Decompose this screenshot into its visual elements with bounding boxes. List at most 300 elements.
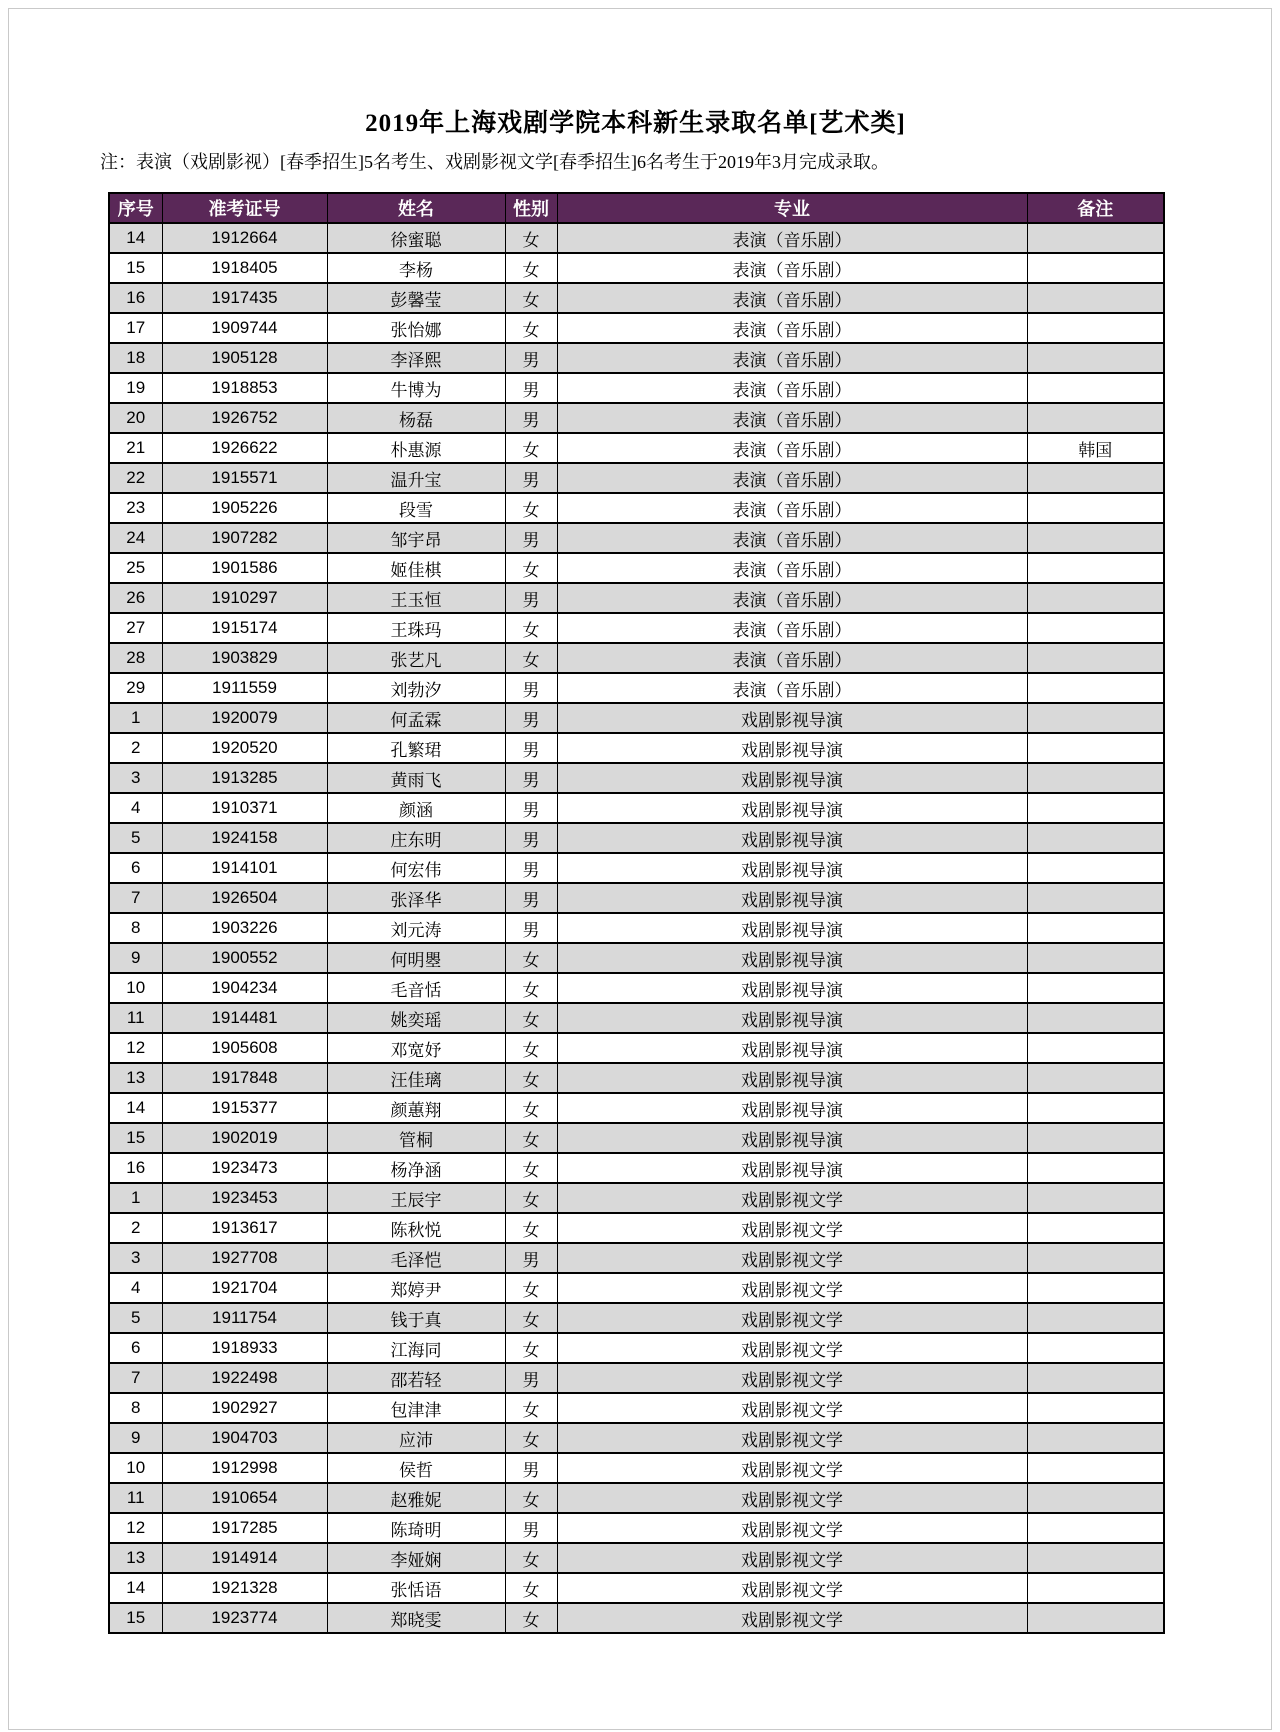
gender-cell: 女: [505, 1603, 557, 1633]
name-cell: 赵雅妮: [327, 1483, 505, 1513]
exam-id-cell: 1907282: [162, 523, 327, 553]
column-header: 性别: [505, 193, 557, 223]
remark-cell: [1027, 1213, 1164, 1243]
exam-id-cell: 1903226: [162, 913, 327, 943]
serial-cell: 14: [109, 223, 162, 253]
gender-cell: 女: [505, 1543, 557, 1573]
exam-id-cell: 1904703: [162, 1423, 327, 1453]
table-row: [109, 583, 1164, 613]
remark-cell: [1027, 1333, 1164, 1363]
name-cell: 毛泽恺: [327, 1243, 505, 1273]
table-row: [109, 1123, 1164, 1153]
name-cell: 王辰宇: [327, 1183, 505, 1213]
gender-cell: 男: [505, 1243, 557, 1273]
serial-cell: 6: [109, 1333, 162, 1363]
gender-cell: 女: [505, 283, 557, 313]
name-cell: 毛音恬: [327, 973, 505, 1003]
gender-cell: 女: [505, 943, 557, 973]
exam-id-cell: 1921704: [162, 1273, 327, 1303]
serial-cell: 1: [109, 703, 162, 733]
exam-id-cell: 1923453: [162, 1183, 327, 1213]
serial-cell: 29: [109, 673, 162, 703]
table-row: [109, 1093, 1164, 1123]
name-cell: 张怡娜: [327, 313, 505, 343]
exam-id-cell: 1902927: [162, 1393, 327, 1423]
name-cell: 李娅娴: [327, 1543, 505, 1573]
name-cell: 郑晓雯: [327, 1603, 505, 1633]
table-row: [109, 343, 1164, 373]
exam-id-cell: 1911754: [162, 1303, 327, 1333]
major-cell: 戏剧影视导演: [557, 1093, 1027, 1123]
page-title: 2019年上海戏剧学院本科新生录取名单[艺术类]: [365, 110, 906, 137]
remark-cell: [1027, 883, 1164, 913]
serial-cell: 26: [109, 583, 162, 613]
name-cell: 姚奕瑶: [327, 1003, 505, 1033]
remark-cell: [1027, 343, 1164, 373]
remark-cell: [1027, 1603, 1164, 1633]
remark-cell: [1027, 1483, 1164, 1513]
serial-cell: 18: [109, 343, 162, 373]
gender-cell: 男: [505, 763, 557, 793]
table-row: [109, 1183, 1164, 1213]
gender-cell: 女: [505, 253, 557, 283]
gender-cell: 男: [505, 703, 557, 733]
gender-cell: 男: [505, 463, 557, 493]
major-cell: 戏剧影视文学: [557, 1483, 1027, 1513]
table-row: [109, 1303, 1164, 1333]
gender-cell: 女: [505, 1213, 557, 1243]
serial-cell: 3: [109, 1243, 162, 1273]
table-row: [109, 613, 1164, 643]
name-cell: 邵若轻: [327, 1363, 505, 1393]
remark-cell: [1027, 1243, 1164, 1273]
serial-cell: 11: [109, 1003, 162, 1033]
gender-cell: 女: [505, 1393, 557, 1423]
gender-cell: 男: [505, 793, 557, 823]
remark-cell: [1027, 763, 1164, 793]
major-cell: 戏剧影视导演: [557, 1153, 1027, 1183]
major-cell: 戏剧影视导演: [557, 1063, 1027, 1093]
table-row: [109, 493, 1164, 523]
name-cell: 钱于真: [327, 1303, 505, 1333]
serial-cell: 24: [109, 523, 162, 553]
serial-cell: 17: [109, 313, 162, 343]
column-header: 备注: [1027, 193, 1164, 223]
gender-cell: 男: [505, 823, 557, 853]
major-cell: 戏剧影视文学: [557, 1603, 1027, 1633]
exam-id-cell: 1923774: [162, 1603, 327, 1633]
gender-cell: 女: [505, 1153, 557, 1183]
table-row: [109, 553, 1164, 583]
remark-cell: [1027, 853, 1164, 883]
serial-cell: 12: [109, 1033, 162, 1063]
major-cell: 戏剧影视文学: [557, 1213, 1027, 1243]
remark-cell: [1027, 1363, 1164, 1393]
gender-cell: 女: [505, 553, 557, 583]
exam-id-cell: 1913285: [162, 763, 327, 793]
table-row: [109, 1333, 1164, 1363]
remark-cell: [1027, 973, 1164, 1003]
serial-cell: 23: [109, 493, 162, 523]
major-cell: 表演（音乐剧）: [557, 343, 1027, 373]
gender-cell: 男: [505, 733, 557, 763]
gender-cell: 女: [505, 1333, 557, 1363]
major-cell: 戏剧影视导演: [557, 943, 1027, 973]
major-cell: 表演（音乐剧）: [557, 613, 1027, 643]
remark-cell: [1027, 583, 1164, 613]
serial-cell: 2: [109, 733, 162, 763]
serial-cell: 7: [109, 883, 162, 913]
serial-cell: 5: [109, 1303, 162, 1333]
table-row: [109, 1543, 1164, 1573]
name-cell: 何明瞾: [327, 943, 505, 973]
name-cell: 张泽华: [327, 883, 505, 913]
major-cell: 戏剧影视导演: [557, 1033, 1027, 1063]
table-row: [109, 763, 1164, 793]
exam-id-cell: 1918853: [162, 373, 327, 403]
gender-cell: 女: [505, 1423, 557, 1453]
name-cell: 邓宽妤: [327, 1033, 505, 1063]
major-cell: 表演（音乐剧）: [557, 403, 1027, 433]
table-row: [109, 253, 1164, 283]
table-row: [109, 1393, 1164, 1423]
table-row: [109, 643, 1164, 673]
table-row: [109, 313, 1164, 343]
remark-cell: [1027, 283, 1164, 313]
major-cell: 表演（音乐剧）: [557, 313, 1027, 343]
major-cell: 戏剧影视导演: [557, 1003, 1027, 1033]
table-row: [109, 1363, 1164, 1393]
table-row: [109, 1573, 1164, 1603]
gender-cell: 女: [505, 1093, 557, 1123]
table-row: [109, 1243, 1164, 1273]
column-header: 序号: [109, 193, 162, 223]
name-cell: 张恬语: [327, 1573, 505, 1603]
remark-cell: [1027, 313, 1164, 343]
exam-id-cell: 1901586: [162, 553, 327, 583]
table-row: [109, 793, 1164, 823]
name-cell: 包津津: [327, 1393, 505, 1423]
remark-cell: [1027, 913, 1164, 943]
table-row: [109, 1213, 1164, 1243]
gender-cell: 女: [505, 1573, 557, 1603]
table-row: [109, 283, 1164, 313]
name-cell: 王珠玛: [327, 613, 505, 643]
remark-cell: [1027, 1303, 1164, 1333]
gender-cell: 女: [505, 1033, 557, 1063]
name-cell: 颜涵: [327, 793, 505, 823]
remark-cell: [1027, 463, 1164, 493]
name-cell: 孔繁珺: [327, 733, 505, 763]
exam-id-cell: 1918405: [162, 253, 327, 283]
name-cell: 何宏伟: [327, 853, 505, 883]
exam-id-cell: 1911559: [162, 673, 327, 703]
exam-id-cell: 1914914: [162, 1543, 327, 1573]
exam-id-cell: 1905128: [162, 343, 327, 373]
exam-id-cell: 1913617: [162, 1213, 327, 1243]
exam-id-cell: 1917285: [162, 1513, 327, 1543]
remark-cell: [1027, 1423, 1164, 1453]
major-cell: 戏剧影视导演: [557, 973, 1027, 1003]
exam-id-cell: 1914101: [162, 853, 327, 883]
serial-cell: 8: [109, 913, 162, 943]
exam-id-cell: 1905608: [162, 1033, 327, 1063]
serial-cell: 4: [109, 793, 162, 823]
exam-id-cell: 1922498: [162, 1363, 327, 1393]
exam-id-cell: 1900552: [162, 943, 327, 973]
name-cell: 江海同: [327, 1333, 505, 1363]
gender-cell: 男: [505, 853, 557, 883]
exam-id-cell: 1920520: [162, 733, 327, 763]
gender-cell: 男: [505, 523, 557, 553]
exam-id-cell: 1910297: [162, 583, 327, 613]
header-row: [109, 193, 1164, 223]
gender-cell: 女: [505, 1483, 557, 1513]
table-row: [109, 883, 1164, 913]
major-cell: 戏剧影视文学: [557, 1573, 1027, 1603]
gender-cell: 男: [505, 403, 557, 433]
remark-cell: [1027, 1033, 1164, 1063]
major-cell: 表演（音乐剧）: [557, 223, 1027, 253]
table-row: [109, 673, 1164, 703]
table-row: [109, 943, 1164, 973]
serial-cell: 9: [109, 943, 162, 973]
exam-id-cell: 1902019: [162, 1123, 327, 1153]
major-cell: 戏剧影视导演: [557, 733, 1027, 763]
name-cell: 黄雨飞: [327, 763, 505, 793]
gender-cell: 女: [505, 1063, 557, 1093]
remark-cell: [1027, 1093, 1164, 1123]
major-cell: 表演（音乐剧）: [557, 373, 1027, 403]
name-cell: 张艺凡: [327, 643, 505, 673]
table-row: [109, 223, 1164, 253]
table-row: [109, 1453, 1164, 1483]
serial-cell: 16: [109, 283, 162, 313]
major-cell: 戏剧影视文学: [557, 1243, 1027, 1273]
table-row: [109, 1513, 1164, 1543]
serial-cell: 10: [109, 1453, 162, 1483]
major-cell: 戏剧影视导演: [557, 703, 1027, 733]
major-cell: 戏剧影视导演: [557, 913, 1027, 943]
remark-cell: [1027, 493, 1164, 523]
exam-id-cell: 1917848: [162, 1063, 327, 1093]
remark-cell: [1027, 1273, 1164, 1303]
remark-cell: [1027, 373, 1164, 403]
table-row: [109, 1153, 1164, 1183]
gender-cell: 女: [505, 613, 557, 643]
major-cell: 表演（音乐剧）: [557, 553, 1027, 583]
major-cell: 表演（音乐剧）: [557, 433, 1027, 463]
name-cell: 王玉恒: [327, 583, 505, 613]
major-cell: 戏剧影视文学: [557, 1393, 1027, 1423]
major-cell: 戏剧影视导演: [557, 823, 1027, 853]
serial-cell: 1: [109, 1183, 162, 1213]
serial-cell: 7: [109, 1363, 162, 1393]
exam-id-cell: 1915377: [162, 1093, 327, 1123]
table-row: [109, 433, 1164, 463]
serial-cell: 12: [109, 1513, 162, 1543]
table-row: [109, 1003, 1164, 1033]
name-cell: 郑婷尹: [327, 1273, 505, 1303]
exam-id-cell: 1926622: [162, 433, 327, 463]
name-cell: 姬佳棋: [327, 553, 505, 583]
gender-cell: 女: [505, 1303, 557, 1333]
remark-cell: [1027, 1183, 1164, 1213]
table-row: [109, 1603, 1164, 1633]
gender-cell: 女: [505, 1183, 557, 1213]
exam-id-cell: 1910654: [162, 1483, 327, 1513]
remark-cell: [1027, 1573, 1164, 1603]
exam-id-cell: 1912998: [162, 1453, 327, 1483]
name-cell: 徐蜜聪: [327, 223, 505, 253]
name-cell: 杨净涵: [327, 1153, 505, 1183]
gender-cell: 男: [505, 883, 557, 913]
exam-id-cell: 1926752: [162, 403, 327, 433]
exam-id-cell: 1904234: [162, 973, 327, 1003]
remark-cell: [1027, 403, 1164, 433]
gender-cell: 男: [505, 913, 557, 943]
major-cell: 戏剧影视文学: [557, 1363, 1027, 1393]
major-cell: 表演（音乐剧）: [557, 253, 1027, 283]
remark-cell: [1027, 673, 1164, 703]
remark-cell: [1027, 253, 1164, 283]
gender-cell: 男: [505, 583, 557, 613]
major-cell: 表演（音乐剧）: [557, 463, 1027, 493]
name-cell: 牛博为: [327, 373, 505, 403]
name-cell: 刘勃汐: [327, 673, 505, 703]
table-row: [109, 1483, 1164, 1513]
table-row: [109, 823, 1164, 853]
serial-cell: 14: [109, 1093, 162, 1123]
name-cell: 庄东明: [327, 823, 505, 853]
serial-cell: 21: [109, 433, 162, 463]
name-cell: 侯哲: [327, 1453, 505, 1483]
table-row: [109, 703, 1164, 733]
major-cell: 表演（音乐剧）: [557, 493, 1027, 523]
gender-cell: 男: [505, 343, 557, 373]
exam-id-cell: 1924158: [162, 823, 327, 853]
exam-id-cell: 1917435: [162, 283, 327, 313]
serial-cell: 8: [109, 1393, 162, 1423]
exam-id-cell: 1915174: [162, 613, 327, 643]
table-row: [109, 1273, 1164, 1303]
table-row: [109, 1423, 1164, 1453]
remark-cell: [1027, 703, 1164, 733]
table-row: [109, 463, 1164, 493]
major-cell: 戏剧影视文学: [557, 1273, 1027, 1303]
serial-cell: 6: [109, 853, 162, 883]
gender-cell: 女: [505, 493, 557, 523]
column-header: 准考证号: [162, 193, 327, 223]
major-cell: 戏剧影视导演: [557, 883, 1027, 913]
exam-id-cell: 1920079: [162, 703, 327, 733]
major-cell: 戏剧影视文学: [557, 1333, 1027, 1363]
major-cell: 表演（音乐剧）: [557, 583, 1027, 613]
exam-id-cell: 1926504: [162, 883, 327, 913]
exam-id-cell: 1921328: [162, 1573, 327, 1603]
major-cell: 戏剧影视文学: [557, 1543, 1027, 1573]
gender-cell: 女: [505, 313, 557, 343]
name-cell: 邹宇昂: [327, 523, 505, 553]
serial-cell: 27: [109, 613, 162, 643]
remark-cell: [1027, 1453, 1164, 1483]
remark-cell: [1027, 1123, 1164, 1153]
major-cell: 表演（音乐剧）: [557, 523, 1027, 553]
remark-cell: [1027, 823, 1164, 853]
exam-id-cell: 1905226: [162, 493, 327, 523]
exam-id-cell: 1915571: [162, 463, 327, 493]
remark-cell: [1027, 793, 1164, 823]
gender-cell: 女: [505, 973, 557, 1003]
gender-cell: 女: [505, 1003, 557, 1033]
serial-cell: 14: [109, 1573, 162, 1603]
remark-cell: [1027, 613, 1164, 643]
name-cell: 陈秋悦: [327, 1213, 505, 1243]
serial-cell: 13: [109, 1063, 162, 1093]
exam-id-cell: 1927708: [162, 1243, 327, 1273]
serial-cell: 10: [109, 973, 162, 1003]
remark-cell: [1027, 1063, 1164, 1093]
name-cell: 汪佳璃: [327, 1063, 505, 1093]
table-row: [109, 403, 1164, 433]
serial-cell: 28: [109, 643, 162, 673]
serial-cell: 9: [109, 1423, 162, 1453]
name-cell: 朴惠源: [327, 433, 505, 463]
major-cell: 表演（音乐剧）: [557, 673, 1027, 703]
remark-cell: [1027, 223, 1164, 253]
gender-cell: 女: [505, 223, 557, 253]
serial-cell: 25: [109, 553, 162, 583]
major-cell: 表演（音乐剧）: [557, 643, 1027, 673]
admission-table: [108, 192, 1165, 1634]
name-cell: 管桐: [327, 1123, 505, 1153]
gender-cell: 男: [505, 373, 557, 403]
gender-cell: 女: [505, 1273, 557, 1303]
name-cell: 杨磊: [327, 403, 505, 433]
gender-cell: 男: [505, 1363, 557, 1393]
major-cell: 戏剧影视文学: [557, 1183, 1027, 1213]
major-cell: 戏剧影视文学: [557, 1513, 1027, 1543]
gender-cell: 男: [505, 1513, 557, 1543]
remark-cell: [1027, 1003, 1164, 1033]
serial-cell: 4: [109, 1273, 162, 1303]
table-row: [109, 853, 1164, 883]
name-cell: 刘元涛: [327, 913, 505, 943]
remark-cell: [1027, 943, 1164, 973]
serial-cell: 13: [109, 1543, 162, 1573]
gender-cell: 女: [505, 643, 557, 673]
serial-cell: 15: [109, 253, 162, 283]
major-cell: 戏剧影视导演: [557, 853, 1027, 883]
serial-cell: 15: [109, 1123, 162, 1153]
exam-id-cell: 1918933: [162, 1333, 327, 1363]
remark-cell: [1027, 1513, 1164, 1543]
exam-id-cell: 1909744: [162, 313, 327, 343]
serial-cell: 20: [109, 403, 162, 433]
note-text: 注：表演（戏剧影视）[春季招生]5名考生、戏剧影视文学[春季招生]6名考生于2019年3月完成录取。: [100, 152, 889, 172]
remark-cell: [1027, 1543, 1164, 1573]
serial-cell: 2: [109, 1213, 162, 1243]
gender-cell: 女: [505, 433, 557, 463]
exam-id-cell: 1910371: [162, 793, 327, 823]
serial-cell: 3: [109, 763, 162, 793]
gender-cell: 男: [505, 1453, 557, 1483]
serial-cell: 15: [109, 1603, 162, 1633]
remark-cell: [1027, 733, 1164, 763]
name-cell: 何孟霖: [327, 703, 505, 733]
major-cell: 戏剧影视文学: [557, 1423, 1027, 1453]
name-cell: 段雪: [327, 493, 505, 523]
